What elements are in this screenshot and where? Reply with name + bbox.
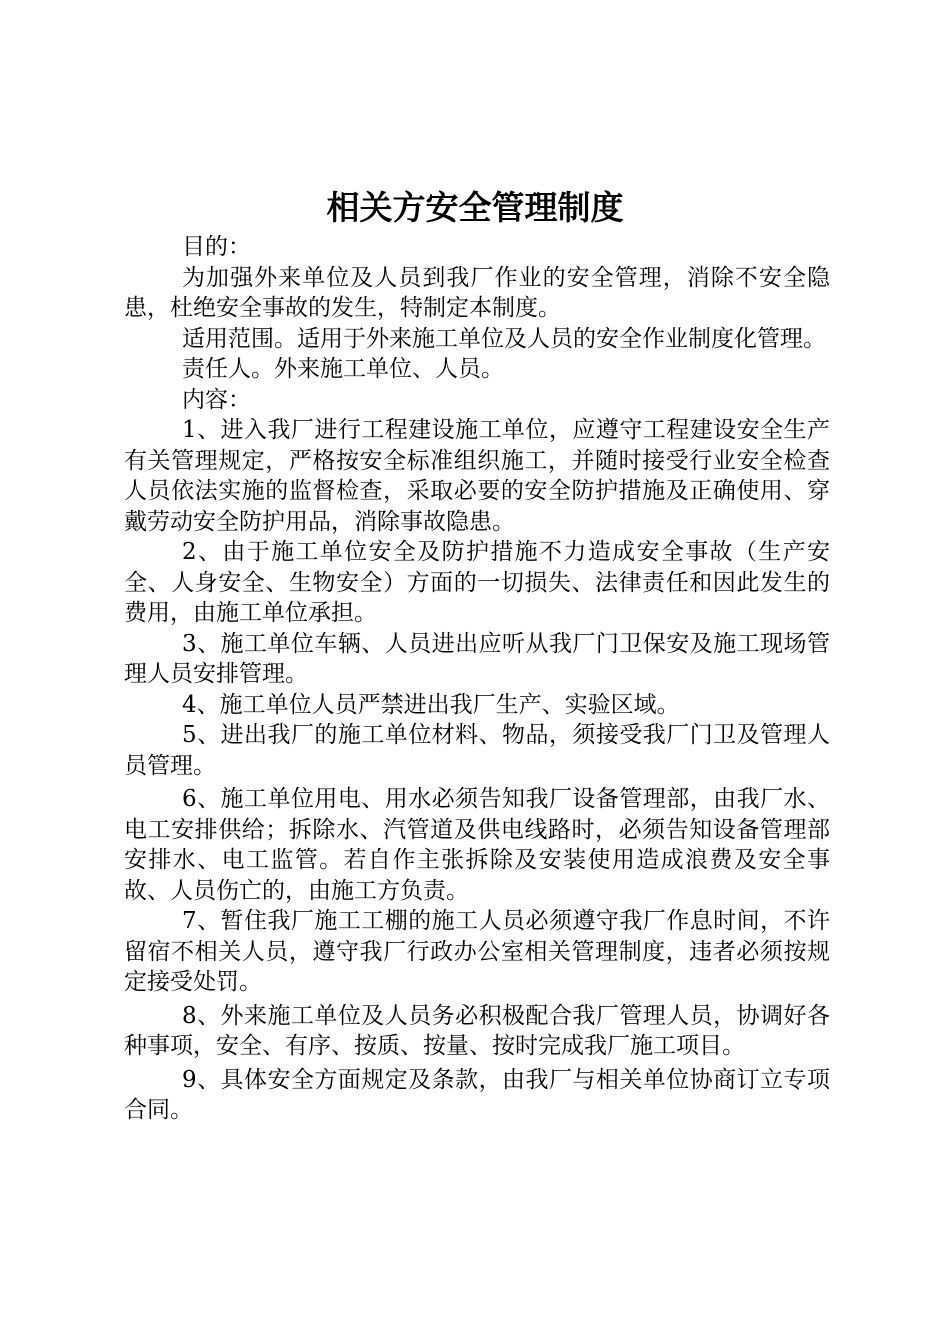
- paragraph-purpose-heading: 目的：: [182, 234, 251, 260]
- paragraph-item-5: 5、进出我厂的施工单位材料、物品，须接受我厂门卫及管理人员管理。: [124, 722, 830, 779]
- paragraph-item-8: 8、外来施工单位及人员务必积极配合我厂管理人员，协调好各种事项，安全、有序、按质、按量、按时完成我厂施工项目。: [124, 1002, 830, 1059]
- paragraph-item-6: 6、施工单位用电、用水必须告知我厂设备管理部，由我厂水、电工安排供给；拆除水、汽管道及供电线路时，必须告知设备管理部安排水、电工监管。若自作主张拆除及安装使用造成浪费及安全事故、人员伤亡的，由施工方负责。: [124, 786, 830, 904]
- paragraph-item-4: 4、施工单位人员严禁进出我厂生产、实验区域。: [182, 691, 680, 718]
- paragraph-item-9: 9、具体安全方面规定及条款，由我厂与相关单位协商订立专项合同。: [124, 1066, 830, 1123]
- document-title: 相关方安全管理制度: [326, 188, 624, 227]
- paragraph-item-3: 3、施工单位车辆、人员进出应听从我厂门卫保安及施工现场管理人员安排管理。: [124, 630, 830, 687]
- paragraph-item-2: 2、由于施工单位安全及防护措施不力造成安全事故（生产安全、人身安全、生物安全）方面的一切损失、法律责任和因此发生的费用，由施工单位承担。: [124, 539, 830, 626]
- paragraph-purpose: 为加强外来单位及人员到我厂作业的安全管理，消除不安全隐患，杜绝安全事故的发生，特制定本制度。: [124, 264, 830, 321]
- paragraph-item-7: 7、暂住我厂施工工棚的施工人员必须遵守我厂作息时间，不许留宿不相关人员，遵守我厂行政办公室相关管理制度，违者必须按规定接受处罚。: [124, 908, 830, 995]
- document-body: [124, 232, 830, 1126]
- paragraph-scope: 适用范围。适用于外来施工单位及人员的安全作业制度化管理。: [182, 325, 826, 352]
- paragraph-item-1: 1、进入我厂进行工程建设施工单位，应遵守工程建设安全生产有关管理规定，严格按安全标准组织施工，并随时接受行业安全检查人员依法实施的监督检查，采取必要的安全防护措施及正确使用、穿戴劳动安全防护用品，消除事故隐患。: [124, 417, 830, 535]
- paragraph-responsible: 责任人。外来施工单位、人员。: [182, 356, 504, 382]
- paragraph-content-heading: 内容：: [182, 386, 251, 413]
